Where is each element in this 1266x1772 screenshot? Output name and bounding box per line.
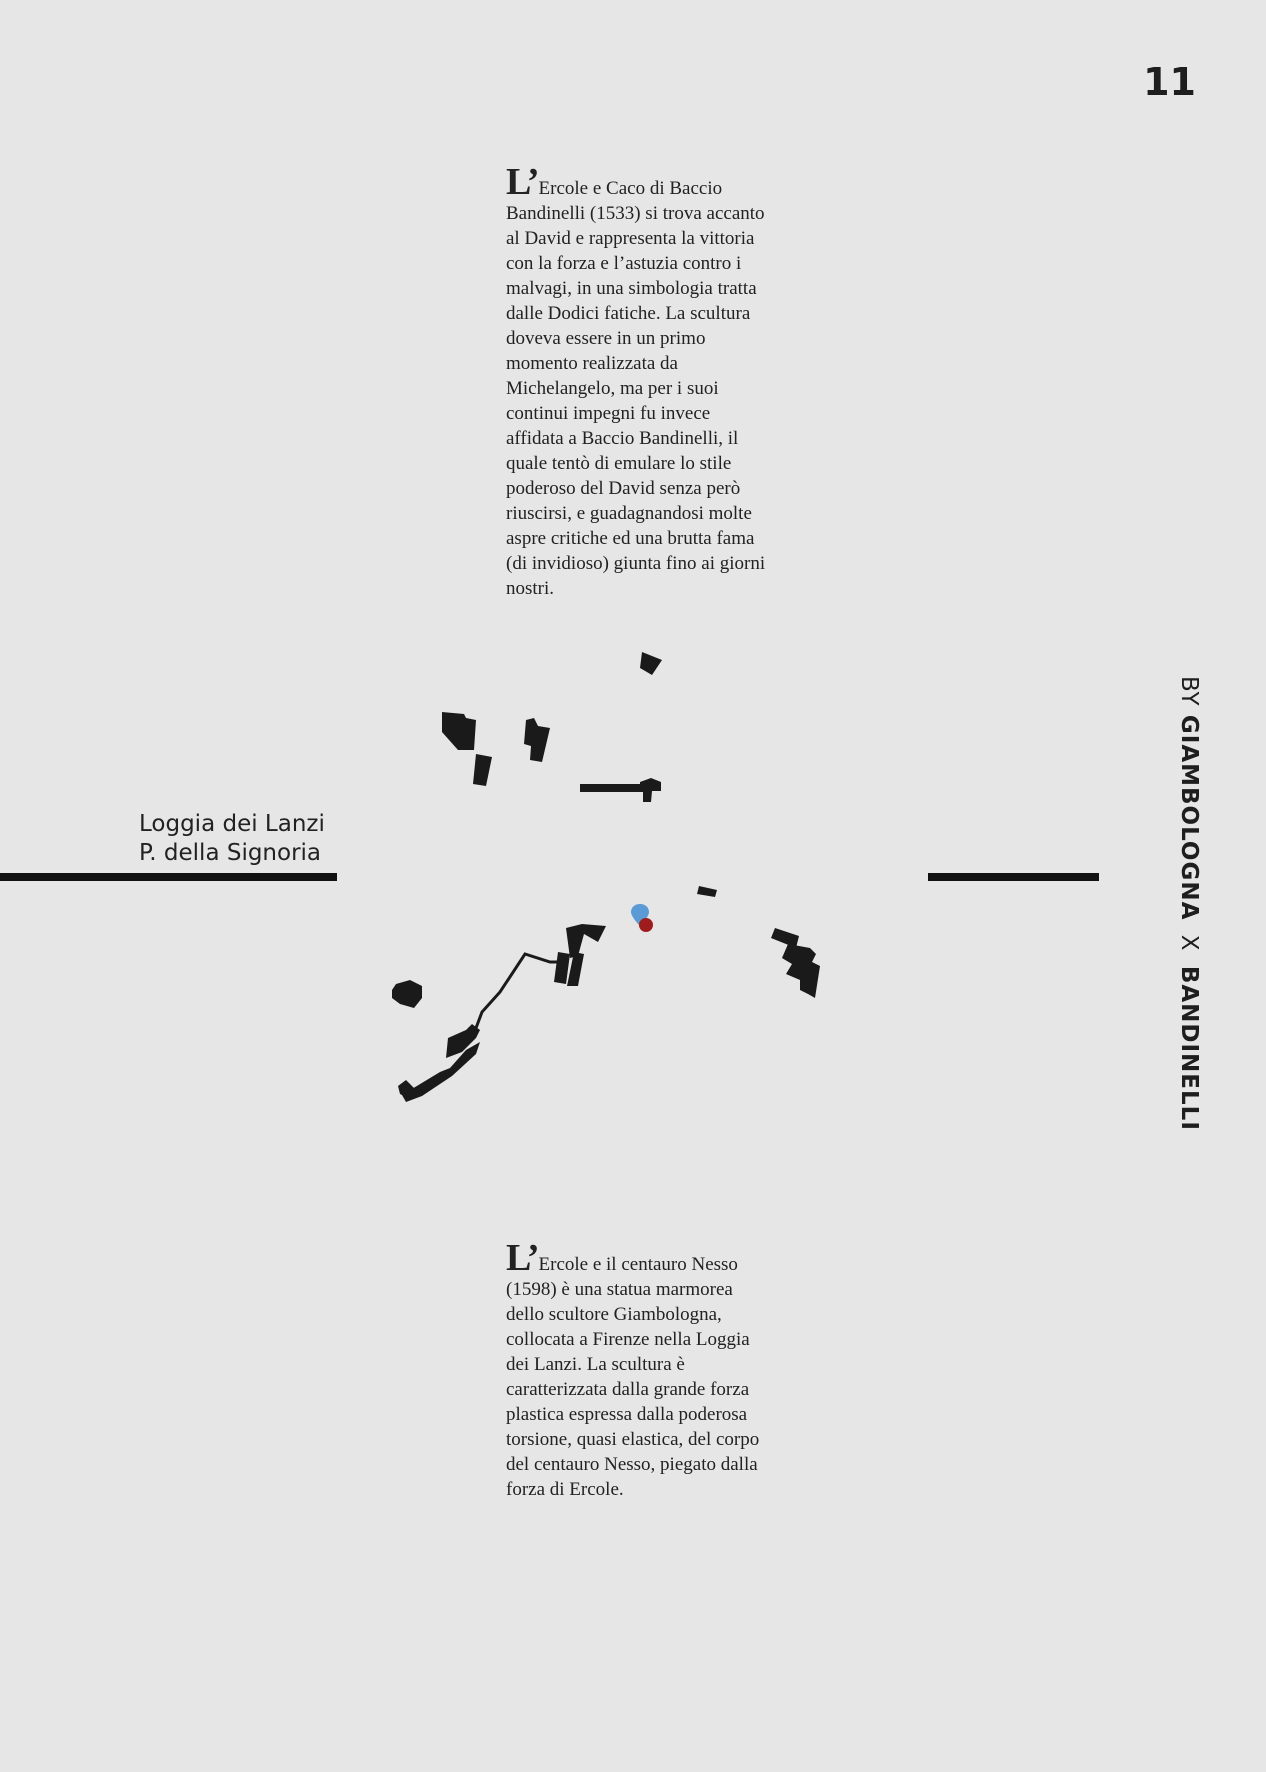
map-building xyxy=(554,952,570,984)
map-building xyxy=(697,886,717,897)
map-building xyxy=(442,712,476,750)
map-building xyxy=(524,718,550,762)
map-building xyxy=(566,924,606,958)
paragraph-drop-letter: L’ xyxy=(506,161,539,203)
map-building xyxy=(402,1042,480,1102)
map-building xyxy=(580,778,661,802)
map-path xyxy=(464,954,564,1048)
side-title-separator: X xyxy=(1176,934,1202,952)
side-title xyxy=(1176,676,1202,1131)
map-figure-ground xyxy=(380,640,880,1120)
map-buildings xyxy=(392,652,820,1102)
divider-right xyxy=(928,873,1099,881)
location-line-1: Loggia dei Lanzi xyxy=(139,811,325,837)
location-label xyxy=(139,810,325,868)
map-building xyxy=(392,980,422,1008)
map-building xyxy=(640,652,662,675)
paragraph-text: Ercole e Caco di Baccio Bandinelli (1533) si trova accanto al David e rappresenta la vittoria con la forza e l’astuzia contro i malvagi, in una simbologia tratta dalle Dodici fatiche. La scultura doveva essere in un primo momento realizzata da Michelangelo, ma per i suoi continui impegni fu invece affidata a Baccio Bandinelli, il quale tentò di emulare lo stile poderoso del David senza però riuscirsi, e guadagnandosi molte aspre critiche ed una brutta fama (di invidioso) giunta fino ai giorni nostri. xyxy=(506,178,766,599)
map-building xyxy=(782,944,820,998)
paragraph-ercole-caco xyxy=(506,161,766,601)
side-title-artist2: BANDINELLI xyxy=(1176,965,1202,1131)
map-marker-red-icon xyxy=(639,918,653,932)
paragraph-drop-letter: L’ xyxy=(506,1237,539,1279)
map-building xyxy=(473,754,492,786)
side-title-artist1: GIAMBOLOGNA xyxy=(1176,714,1202,921)
map-building xyxy=(771,928,799,948)
location-line-2: P. della Signoria xyxy=(139,840,322,866)
page-number: 11 xyxy=(1143,60,1196,104)
paragraph-text: Ercole e il centauro Nesso (1598) è una statua marmorea dello scultore Giambologna, collocata a Firenze nella Loggia dei Lanzi. La scultura è caratterizzata dalla grande forza plastica espressa dalla poderosa torsione, quasi elastica, del corpo del centauro Nesso, piegato dalla forza di Ercole. xyxy=(506,1254,760,1500)
paragraph-ercole-nesso xyxy=(506,1237,766,1502)
divider-left xyxy=(0,873,337,881)
side-title-by: BY xyxy=(1176,676,1202,707)
